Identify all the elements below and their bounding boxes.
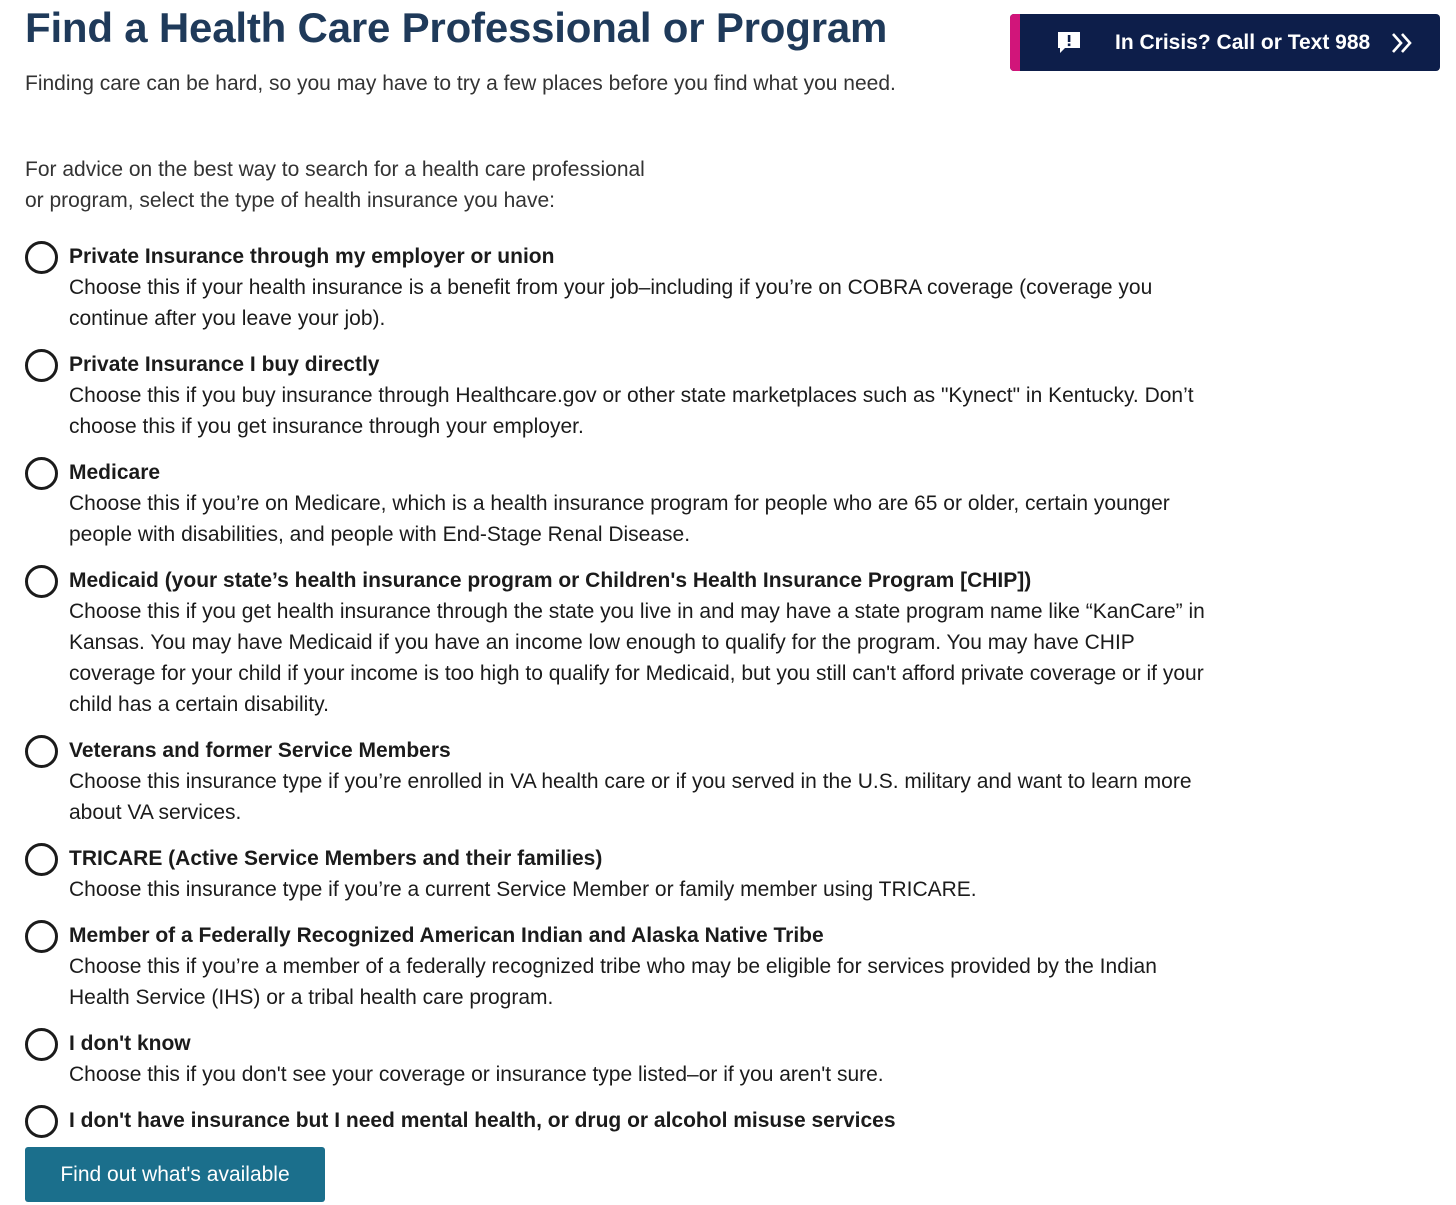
insurance-selection-instructions <box>25 154 705 216</box>
radio-button[interactable] <box>25 1105 58 1138</box>
radio-button[interactable] <box>25 457 58 490</box>
option-title: TRICARE (Active Service Members and their families) <box>69 847 603 870</box>
find-out-whats-available-button[interactable]: Find out what's available <box>25 1147 325 1202</box>
option-title: Member of a Federally Recognized American Indian and Alaska Native Tribe <box>69 924 824 947</box>
option-description: Choose this insurance type if you’re enrolled in VA health care or if you served in the U.S. military and want to learn more about VA services. <box>69 770 1192 824</box>
radio-button[interactable] <box>25 920 58 953</box>
option-title: Medicare <box>69 461 161 484</box>
instructions-line: For advice on the best way to search for a health care professional <box>25 158 645 181</box>
option-employer-insurance[interactable] <box>25 241 1205 334</box>
radio-button[interactable] <box>25 241 58 274</box>
option-title: I don't know <box>69 1032 191 1055</box>
option-no-insurance[interactable] <box>25 1105 1205 1136</box>
option-description: Choose this if you don't see your coverage or insurance type listed–or if you aren't sure. <box>69 1063 884 1086</box>
option-title: Medicaid (your state’s health insurance program or Children's Health Insurance Program [CHIP]) <box>69 569 1032 592</box>
double-chevron-right-icon <box>1390 32 1414 54</box>
option-tribal-member[interactable] <box>25 920 1205 1013</box>
crisis-button[interactable] <box>1010 14 1440 71</box>
option-description: Choose this if your health insurance is a benefit from your job–including if you’re on COBRA coverage (coverage you continue after you leave your job). <box>69 276 1153 330</box>
option-title: Private Insurance I buy directly <box>69 353 380 376</box>
option-dont-know[interactable] <box>25 1028 1205 1090</box>
radio-button[interactable] <box>25 1028 58 1061</box>
page-intro: Finding care can be hard, so you may have to try a few places before you find what you need. <box>25 72 896 95</box>
crisis-accent-bar <box>1010 14 1020 71</box>
page-title: Find a Health Care Professional or Program <box>25 4 888 51</box>
radio-button[interactable] <box>25 565 58 598</box>
option-title: I don't have insurance but I need mental health, or drug or alcohol misuse services <box>69 1109 896 1132</box>
option-medicare[interactable] <box>25 457 1205 550</box>
exclamation-speech-bubble-icon <box>1056 31 1082 55</box>
option-title: Private Insurance through my employer or union <box>69 245 555 268</box>
option-description: Choose this if you’re on Medicare, which is a health insurance program for people who are 65 or older, certain younger people with disabilities, and people with End-Stage Renal Disease. <box>69 492 1170 546</box>
radio-button[interactable] <box>25 843 58 876</box>
crisis-button-label: In Crisis? Call or Text 988 <box>1115 30 1371 54</box>
option-description: Choose this if you’re a member of a federally recognized tribe who may be eligible for services provided by the Indian Health Service (IHS) or a tribal health care program. <box>69 955 1157 1009</box>
insurance-type-radio-group <box>25 241 1205 1151</box>
instructions-line: or program, select the type of health insurance you have: <box>25 189 555 212</box>
radio-button[interactable] <box>25 735 58 768</box>
option-title: Veterans and former Service Members <box>69 739 451 762</box>
option-veterans[interactable] <box>25 735 1205 828</box>
option-description: Choose this if you buy insurance through Healthcare.gov or other state marketplaces such as "Kynect" in Kentucky. Don’t choose this if you get insurance through your employer. <box>69 384 1194 438</box>
option-description: Choose this if you get health insurance through the state you live in and may have a state program name like “KanCare” in Kansas. You may have Medicaid if you have an income low enough to qualify for the program. You may have CHIP coverage for your child if your income is too high to qualify for Medicaid, but you still can't afford private coverage or if your child has a certain disability. <box>69 600 1205 716</box>
option-tricare[interactable] <box>25 843 1205 905</box>
option-direct-insurance[interactable] <box>25 349 1205 442</box>
radio-button[interactable] <box>25 349 58 382</box>
option-description: Choose this insurance type if you’re a current Service Member or family member using TRICARE. <box>69 878 977 901</box>
option-medicaid[interactable] <box>25 565 1205 720</box>
